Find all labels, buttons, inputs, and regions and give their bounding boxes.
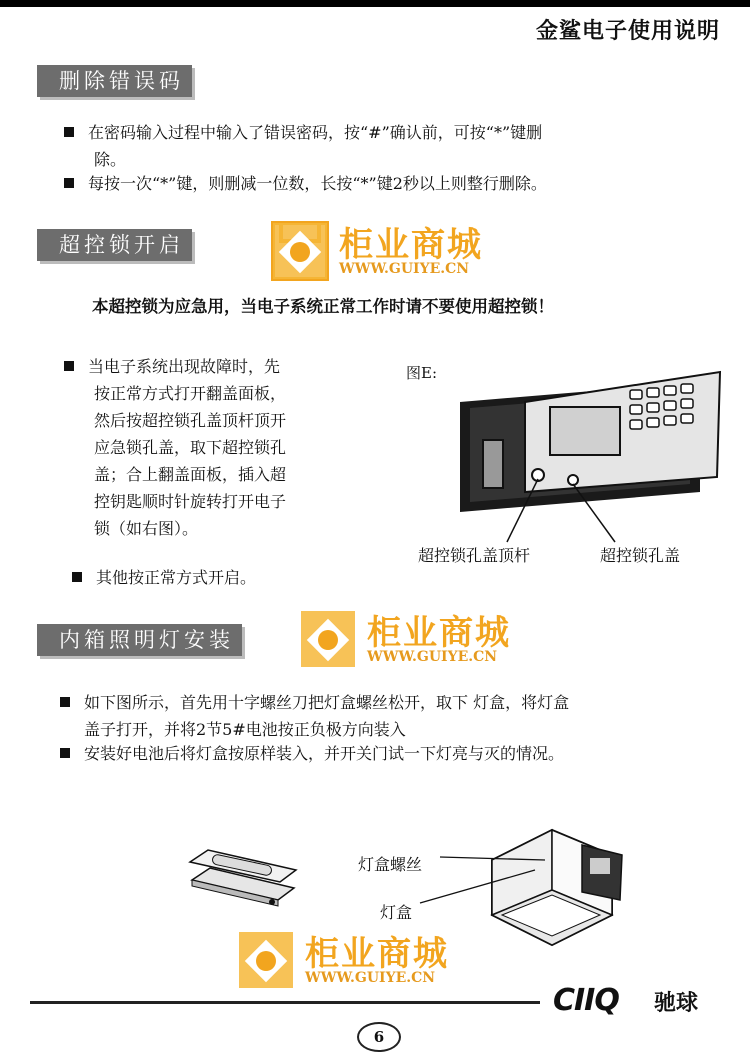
callout-leader-lines <box>440 845 600 905</box>
bullet-icon <box>64 178 74 188</box>
section-title-override: 超控锁开启 <box>37 229 192 261</box>
watermark-url: WWW.GUIYE.CN <box>367 649 498 665</box>
callout-lock-cover: 超控锁孔盖 <box>600 546 681 565</box>
watermark-logo-icon <box>297 609 359 669</box>
delete-bullet-1: 在密码输入过程中输入了错误密码，按“#”确认前，可按“*”键删 除。 <box>64 119 724 173</box>
top-rule <box>0 0 750 7</box>
watermark-name: 柜业商城 <box>367 613 511 653</box>
page-header-title: 金鲨电子使用说明 <box>535 19 720 44</box>
figure-e-label: 图E: <box>406 364 438 382</box>
override-warning: 本超控锁为应急用，当电子系统正常工作时请不要使用超控锁！ <box>92 297 554 316</box>
bullet-icon <box>64 361 74 371</box>
callout-light-box: 灯盒 <box>380 903 413 922</box>
brand-name: 驰球 <box>654 991 699 1016</box>
watermark-name: 柜业商城 <box>339 225 483 265</box>
override-bullet-2: 其他按正常方式开启。 <box>72 564 256 591</box>
bullet-icon <box>60 748 70 758</box>
section-title-light: 内箱照明灯安装 <box>37 624 242 656</box>
watermark-name: 柜业商城 <box>305 934 449 974</box>
callout-light-box-screw: 灯盒螺丝 <box>358 855 423 874</box>
watermark-logo-icon <box>235 930 297 990</box>
bullet-icon <box>60 697 70 707</box>
watermark-logo-icon <box>269 221 331 281</box>
watermark-url: WWW.GUIYE.CN <box>339 261 470 277</box>
delete-bullet-2: 每按一次“*”键，则删减一位数，长按“*”键2秒以上则整行删除。 <box>64 170 734 197</box>
override-bullet-1: 当电子系统出现故障时，先 按正常方式打开翻盖面板， 然后按超控锁孔盖顶杆顶开 应急锁孔盖，取下超控锁孔 盖；合上翻盖面板，插入超 控钥匙顺时针旋转打开电子 锁（如右图）。 <box>64 353 384 542</box>
light-bullet-1: 如下图所示，首先用十字螺丝刀把灯盒螺丝松开，取下 灯盒，将灯盒 盖子打开，并将2节5#电池按正负极方向装入 <box>60 689 730 743</box>
footer-rule <box>30 1001 540 1004</box>
light-bullet-2: 安装好电池后将灯盒按原样装入，并开关门试一下灯亮与灭的情况。 <box>60 740 730 767</box>
page-number: 6 <box>357 1022 401 1052</box>
callout-lock-cover-rod: 超控锁孔盖顶杆 <box>418 546 531 565</box>
watermark-url: WWW.GUIYE.CN <box>305 970 436 986</box>
brand-logo: CIIQ <box>553 983 619 1018</box>
bullet-icon <box>72 572 82 582</box>
light-box-illustration <box>188 842 298 912</box>
bullet-icon <box>64 127 74 137</box>
safe-lock-panel-illustration <box>455 372 725 532</box>
section-title-delete: 删除错误码 <box>37 65 192 97</box>
